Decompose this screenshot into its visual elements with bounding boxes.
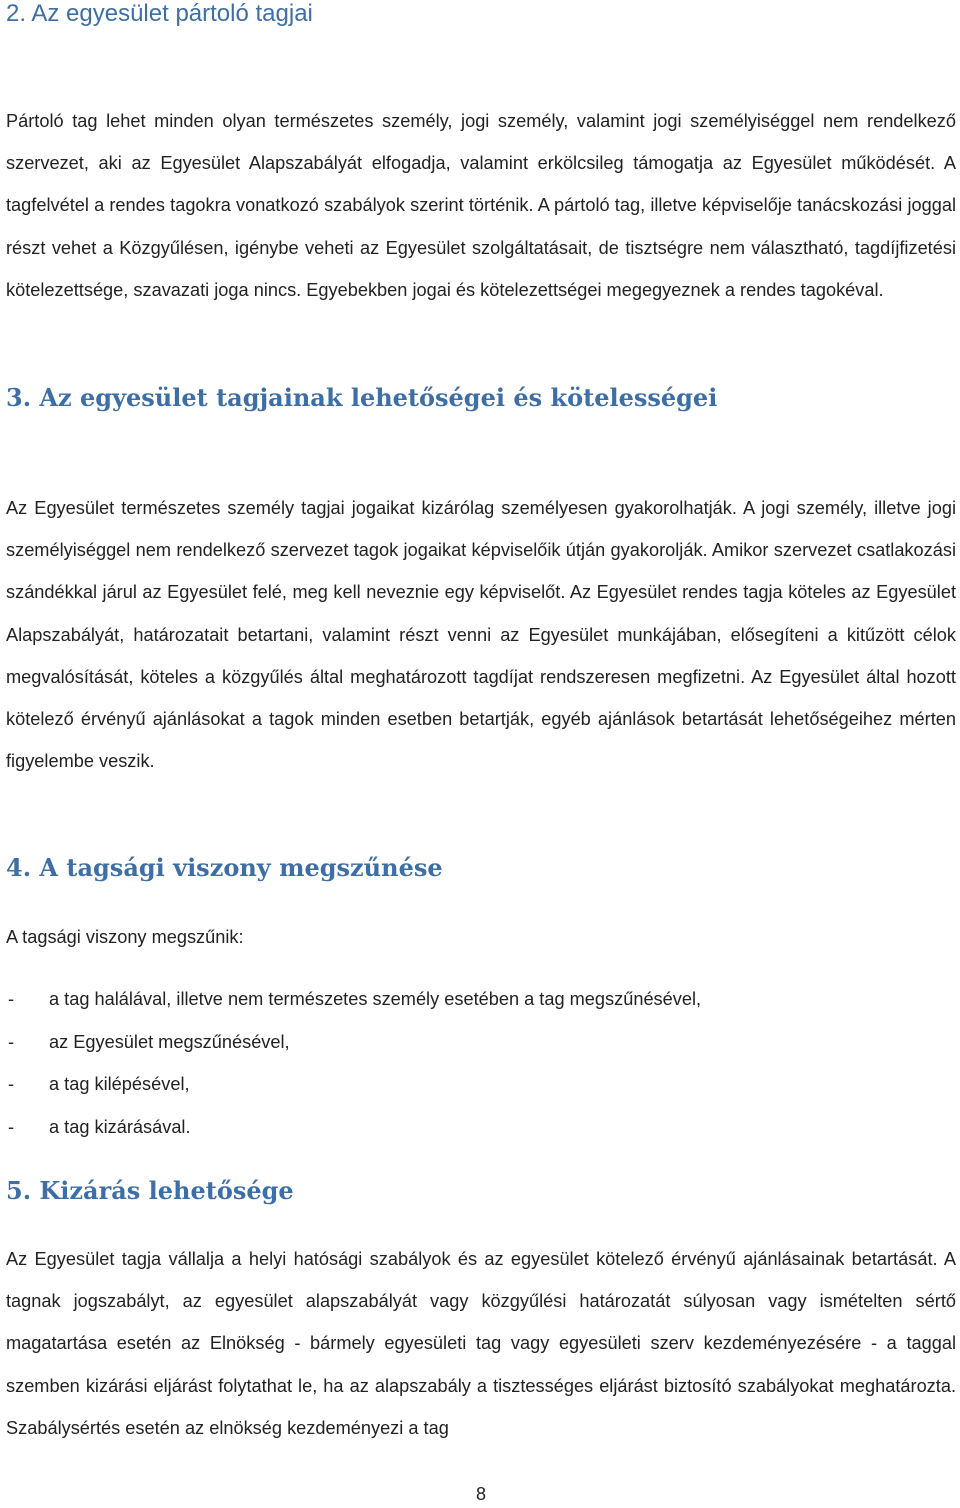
- list-bullet: -: [8, 989, 15, 1009]
- list-item-text: a tag kilépésével,: [49, 1074, 190, 1094]
- list-item: [6, 1021, 701, 1064]
- termination-list: [6, 978, 701, 1148]
- section-5-paragraph: Az Egyesület tagja vállalja a helyi hatósági szabályok és az egyesület kötelező érvényű ajánlásainak betartását. A tagnak jogszabályt, az egyesület alapszabályát vagy közgyűlési határozatát súlyosan vagy ismételten sértő magatartása esetén az Elnökség - bármely egyesületi tag vagy egyesületi szerv kezdeményezésére - a taggal szemben kizárási eljárást folytathat le, ha az alapszabály a tisztességes eljárást biztosító szabályokat meghatározta. Szabálysértés esetén az elnökség kezdeményezi a tag: [6, 1249, 956, 1438]
- section-3-heading: 3. Az egyesület tagjainak lehetőségei és kötelességei: [6, 383, 718, 412]
- section-2-paragraph: Pártoló tag lehet minden olyan természetes személy, jogi személy, valamint jogi személyiséggel nem rendelkező szervezet, aki az Egyesület Alapszabályát elfogadja, valamint erkölcsileg támogatja az Egyesület működését. A tagfelvétel a rendes tagokra vonatkozó szabályok szerint történik. A pártoló tag, illetve képviselője tanácskozási joggal részt vehet a Közgyűlésen, igénybe veheti az Egyesület szolgáltatásait, de tisztségre nem választható, tagdíjfizetési kötelezettsége, szavazati joga nincs. Egyebekben jogai és kötelezettségei megegyeznek a rendes tagokéval.: [6, 111, 956, 300]
- page-number: 8: [475, 1484, 486, 1504]
- list-item: [6, 1106, 701, 1149]
- section-4-intro: A tagsági viszony megszűnik:: [6, 927, 244, 947]
- list-item: [6, 978, 701, 1021]
- list-bullet: -: [8, 1031, 15, 1052]
- section-3-paragraph: Az Egyesület természetes személy tagjai jogaikat kizárólag személyesen gyakorolhatják. A jogi személy, illetve jogi személyiséggel nem rendelkező szervezet tagok jogaikat képviselőik útján gyakorolják. Amikor szervezet csatlakozási szándékkal járul az Egyesület felé, meg kell neveznie egy képviselőt. Az Egyesület rendes tagja köteles az Egyesület Alapszabályát, határozatait betartani, valamint részt venni az Egyesület munkájában, elősegíteni a kitűzött célok megvalósítását, köteles a közgyűlés által meghatározott tagdíjat rendszeresen megfizetni. Az Egyesület által hozott kötelező érvényű ajánlásokat a tagok minden esetben betartják, egyéb ajánlások betartását lehetőségeihez mérten figyelembe veszik.: [6, 498, 956, 772]
- list-item-text: a tag halálával, illetve nem természetes személy esetében a tag megszűnésével,: [49, 989, 702, 1009]
- list-item-text: az Egyesület megszűnésével,: [49, 1031, 290, 1052]
- list-bullet: -: [8, 1074, 15, 1094]
- section-4-heading: 4. A tagsági viszony megszűnése: [6, 853, 443, 882]
- list-item-text: a tag kizárásával.: [49, 1116, 191, 1137]
- list-item: [6, 1063, 701, 1106]
- section-5-heading: 5. Kizárás lehetősége: [6, 1176, 294, 1205]
- list-bullet: -: [8, 1116, 15, 1137]
- section-2-heading: 2. Az egyesület pártoló tagjai: [6, 0, 313, 27]
